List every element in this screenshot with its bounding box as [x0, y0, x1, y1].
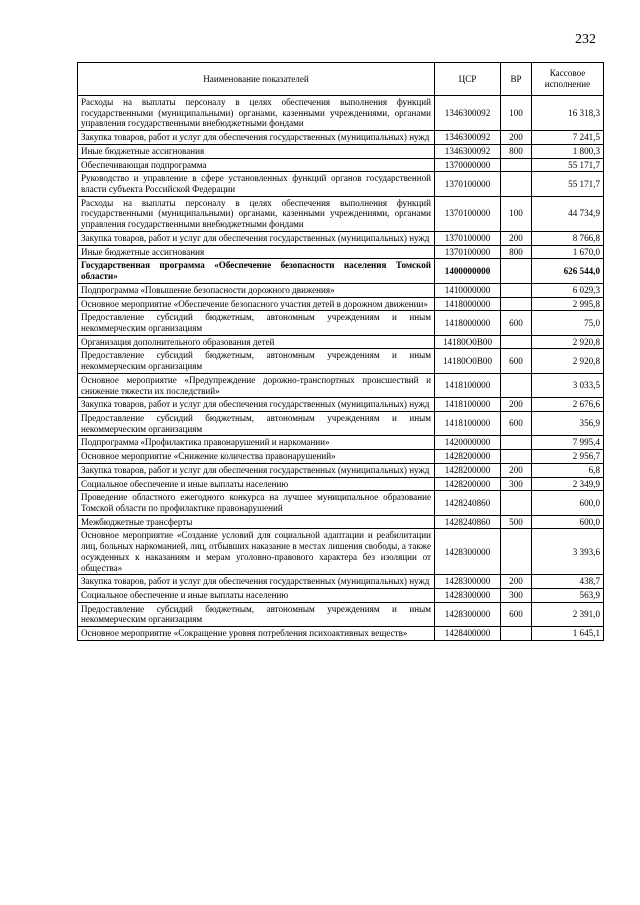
row-sum-cell: 55 171,7 — [532, 172, 604, 196]
row-vr-cell — [501, 373, 532, 397]
row-vr-cell — [501, 335, 532, 349]
header-sum: Кассовое исполнение — [532, 63, 604, 96]
row-name-cell: Иные бюджетные ассигнования — [78, 144, 435, 158]
table-row — [78, 450, 604, 464]
row-vr-cell — [501, 529, 532, 575]
row-name-cell: Иные бюджетные ассигнования — [78, 245, 435, 259]
table-row — [78, 627, 604, 641]
row-sum-cell: 438,7 — [532, 575, 604, 589]
row-csr-cell: 1428240860 — [435, 491, 501, 515]
row-sum-cell: 44 734,9 — [532, 196, 604, 231]
row-csr-cell: 1370100000 — [435, 196, 501, 231]
row-sum-cell: 1 670,0 — [532, 245, 604, 259]
row-vr-cell: 100 — [501, 96, 532, 131]
row-vr-cell: 600 — [501, 349, 532, 373]
row-csr-cell: 1346300092 — [435, 96, 501, 131]
row-name-cell: Закупка товаров, работ и услуг для обеспечения государственных (муниципальных) нужд — [78, 575, 435, 589]
row-name-cell: Основное мероприятие «Создание условий для социальной адаптации и реабилитации лиц, больных наркоманией, лиц, отбывших наказание в местах лишения свободы, а также осужденных к наказаниям и мерам уголовно-правового характера без изоляции от общества» — [78, 529, 435, 575]
table-row — [78, 515, 604, 529]
row-csr-cell: 1370100000 — [435, 172, 501, 196]
row-name-cell: Предоставление субсидий бюджетным, автономным учреждениям и иным некоммерческим организациям — [78, 602, 435, 626]
row-vr-cell: 600 — [501, 602, 532, 626]
table-row — [78, 259, 604, 283]
row-vr-cell — [501, 491, 532, 515]
row-name-cell: Основное мероприятие «Обеспечение безопасного участия детей в дорожном движении» — [78, 297, 435, 311]
table-row — [78, 231, 604, 245]
row-name-cell: Обеспечивающая подпрограмма — [78, 158, 435, 172]
row-sum-cell: 2 349,9 — [532, 477, 604, 491]
row-sum-cell: 2 676,6 — [532, 398, 604, 412]
row-csr-cell: 1420000000 — [435, 436, 501, 450]
table-row — [78, 335, 604, 349]
table-row — [78, 463, 604, 477]
row-name-cell: Закупка товаров, работ и услуг для обеспечения государственных (муниципальных) нужд — [78, 398, 435, 412]
row-name-cell: Социальное обеспечение и иные выплаты населению — [78, 477, 435, 491]
header-name: Наименование показателей — [78, 63, 435, 96]
table-header-row — [78, 63, 604, 96]
row-sum-cell: 600,0 — [532, 515, 604, 529]
row-sum-cell: 626 544,0 — [532, 259, 604, 283]
row-csr-cell: 14180О0В00 — [435, 349, 501, 373]
table-row — [78, 196, 604, 231]
row-name-cell: Межбюджетные трансферты — [78, 515, 435, 529]
row-sum-cell: 3 393,6 — [532, 529, 604, 575]
row-name-cell: Подпрограмма «Повышение безопасности дорожного движения» — [78, 283, 435, 297]
row-name-cell: Государственная программа «Обеспечение безопасности населения Томской области» — [78, 259, 435, 283]
row-name-cell: Социальное обеспечение и иные выплаты населению — [78, 589, 435, 603]
row-csr-cell: 1428200000 — [435, 450, 501, 464]
row-csr-cell: 1346300092 — [435, 144, 501, 158]
row-sum-cell: 3 033,5 — [532, 373, 604, 397]
row-csr-cell: 1428240860 — [435, 515, 501, 529]
row-sum-cell: 1 800,3 — [532, 144, 604, 158]
row-name-cell: Основное мероприятие «Сокращение уровня потребления психоактивных веществ» — [78, 627, 435, 641]
row-vr-cell — [501, 436, 532, 450]
row-name-cell: Предоставление субсидий бюджетным, автономным учреждениям и иным некоммерческим организациям — [78, 311, 435, 335]
row-csr-cell: 1346300092 — [435, 131, 501, 145]
row-name-cell: Руководство и управление в сфере установленных функций органов государственной власти субъекта Российской Федерации — [78, 172, 435, 196]
row-sum-cell: 55 171,7 — [532, 158, 604, 172]
row-csr-cell: 1418100000 — [435, 411, 501, 435]
row-sum-cell: 6 029,3 — [532, 283, 604, 297]
row-csr-cell: 1400000000 — [435, 259, 501, 283]
row-name-cell: Расходы на выплаты персоналу в целях обеспечения выполнения функций государственными (муниципальными) органами, казенными учреждениями, органами управления государственными внебюджетными фондами — [78, 196, 435, 231]
row-vr-cell: 200 — [501, 231, 532, 245]
table-row — [78, 283, 604, 297]
row-csr-cell: 1428200000 — [435, 477, 501, 491]
row-sum-cell: 2 995,8 — [532, 297, 604, 311]
row-csr-cell: 1428200000 — [435, 463, 501, 477]
row-sum-cell: 7 241,5 — [532, 131, 604, 145]
row-csr-cell: 1418000000 — [435, 297, 501, 311]
row-name-cell: Закупка товаров, работ и услуг для обеспечения государственных (муниципальных) нужд — [78, 131, 435, 145]
row-csr-cell: 14180О0В00 — [435, 335, 501, 349]
row-vr-cell: 600 — [501, 411, 532, 435]
row-csr-cell: 1370100000 — [435, 245, 501, 259]
table-row — [78, 144, 604, 158]
row-sum-cell: 6,8 — [532, 463, 604, 477]
row-csr-cell: 1428300000 — [435, 589, 501, 603]
row-csr-cell: 1418100000 — [435, 398, 501, 412]
header-csr: ЦСР — [435, 63, 501, 96]
row-vr-cell: 200 — [501, 131, 532, 145]
row-sum-cell: 356,9 — [532, 411, 604, 435]
row-sum-cell: 2 956,7 — [532, 450, 604, 464]
row-vr-cell: 800 — [501, 245, 532, 259]
row-csr-cell: 1428300000 — [435, 602, 501, 626]
row-vr-cell — [501, 450, 532, 464]
table-row — [78, 96, 604, 131]
row-sum-cell: 8 766,8 — [532, 231, 604, 245]
table-row — [78, 311, 604, 335]
row-vr-cell: 100 — [501, 196, 532, 231]
table-row — [78, 602, 604, 626]
table-row — [78, 245, 604, 259]
row-name-cell: Основное мероприятие «Предупреждение дорожно-транспортных происшествий и снижение тяжести их последствий» — [78, 373, 435, 397]
row-csr-cell: 1370000000 — [435, 158, 501, 172]
table-row — [78, 491, 604, 515]
table-row — [78, 589, 604, 603]
row-name-cell: Подпрограмма «Профилактика правонарушений и наркомании» — [78, 436, 435, 450]
row-sum-cell: 563,9 — [532, 589, 604, 603]
row-vr-cell: 500 — [501, 515, 532, 529]
row-sum-cell: 7 995,4 — [532, 436, 604, 450]
row-name-cell: Предоставление субсидий бюджетным, автономным учреждениям и иным некоммерческим организациям — [78, 411, 435, 435]
table-row — [78, 398, 604, 412]
row-vr-cell — [501, 158, 532, 172]
row-vr-cell — [501, 297, 532, 311]
header-vr: ВР — [501, 63, 532, 96]
row-csr-cell: 1428300000 — [435, 529, 501, 575]
row-name-cell: Расходы на выплаты персоналу в целях обеспечения выполнения функций государственными (муниципальными) органами, казенными учреждениями, органами управления государственными внебюджетными фондами — [78, 96, 435, 131]
row-vr-cell — [501, 172, 532, 196]
row-vr-cell — [501, 627, 532, 641]
row-sum-cell: 2 920,8 — [532, 349, 604, 373]
row-name-cell: Предоставление субсидий бюджетным, автономным учреждениям и иным некоммерческим организациям — [78, 349, 435, 373]
row-csr-cell: 1418100000 — [435, 373, 501, 397]
row-vr-cell: 200 — [501, 463, 532, 477]
row-name-cell: Проведение областного ежегодного конкурса на лучшее муниципальное образование Томской области по профилактике правонарушений — [78, 491, 435, 515]
table-row — [78, 575, 604, 589]
table-row — [78, 477, 604, 491]
row-csr-cell: 1370100000 — [435, 231, 501, 245]
table-row — [78, 297, 604, 311]
row-vr-cell: 200 — [501, 575, 532, 589]
row-vr-cell: 200 — [501, 398, 532, 412]
row-csr-cell: 1418000000 — [435, 311, 501, 335]
row-vr-cell: 300 — [501, 589, 532, 603]
row-csr-cell: 1428300000 — [435, 575, 501, 589]
row-name-cell: Основное мероприятие «Снижение количества правонарушений» — [78, 450, 435, 464]
table-row — [78, 158, 604, 172]
row-sum-cell: 2 391,0 — [532, 602, 604, 626]
row-csr-cell: 1410000000 — [435, 283, 501, 297]
row-sum-cell: 600,0 — [532, 491, 604, 515]
row-sum-cell: 2 920,8 — [532, 335, 604, 349]
table-row — [78, 373, 604, 397]
row-name-cell: Организация дополнительного образования детей — [78, 335, 435, 349]
page-number: 232 — [575, 32, 596, 47]
table-row — [78, 436, 604, 450]
table-row — [78, 131, 604, 145]
table-row — [78, 172, 604, 196]
row-vr-cell: 600 — [501, 311, 532, 335]
row-name-cell: Закупка товаров, работ и услуг для обеспечения государственных (муниципальных) нужд — [78, 463, 435, 477]
row-csr-cell: 1428400000 — [435, 627, 501, 641]
row-sum-cell: 75,0 — [532, 311, 604, 335]
budget-table — [77, 62, 604, 641]
table-row — [78, 349, 604, 373]
row-vr-cell: 800 — [501, 144, 532, 158]
row-vr-cell: 300 — [501, 477, 532, 491]
row-name-cell: Закупка товаров, работ и услуг для обеспечения государственных (муниципальных) нужд — [78, 231, 435, 245]
row-sum-cell: 16 318,3 — [532, 96, 604, 131]
row-vr-cell — [501, 259, 532, 283]
table-row — [78, 529, 604, 575]
table-row — [78, 411, 604, 435]
row-sum-cell: 1 645,1 — [532, 627, 604, 641]
row-vr-cell — [501, 283, 532, 297]
